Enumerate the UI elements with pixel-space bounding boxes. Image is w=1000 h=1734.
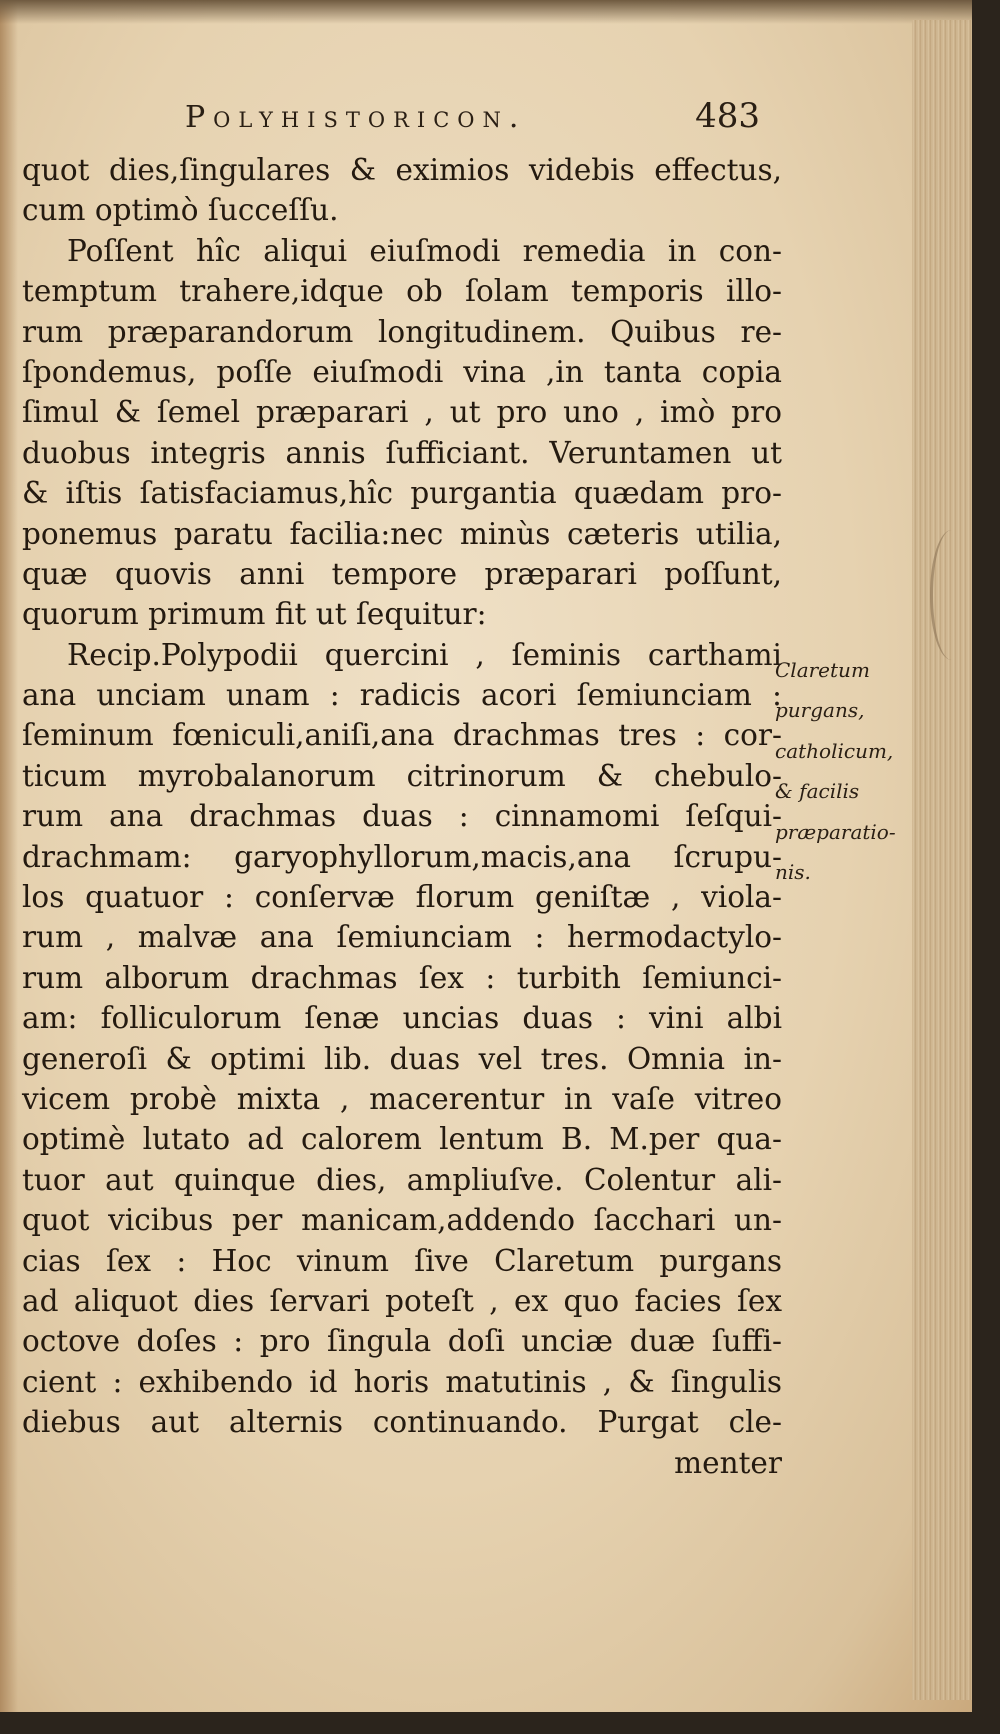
text-line: & iſtis ſatisfaciamus,hîc purgantia quædam pro- (22, 476, 782, 511)
text-line: los quatuor : conſervæ florum geniſtæ , viola- (22, 880, 782, 915)
text-line: tuor aut quinque dies, ampliuſve. Colentur ali- (22, 1162, 782, 1197)
text-line: cient : exhibendo id horis matutinis , & ſingulis (22, 1364, 782, 1399)
text-line: ad aliquot dies ſervari poteſt , ex quo facies ſex (22, 1283, 782, 1318)
text-line: ticum myrobalanorum citrinorum & chebulo- (22, 758, 782, 793)
margin-note-line: & facilis (775, 779, 860, 804)
text-line: cum optimò ſucceſſu. (22, 193, 339, 228)
text-line: Poſſent hîc aliqui eiuſmodi remedia in con- (67, 233, 782, 268)
text-line: quot dies,ſingulares & eximios videbis effectus, (22, 153, 782, 187)
text-line: rum ana drachmas duas : cinnamomi ſeſqui- (22, 799, 782, 834)
text-line: diebus aut alternis continuando. Purgat cle- (22, 1405, 782, 1440)
page-header (185, 96, 760, 150)
margin-note-line: nis. (775, 859, 811, 884)
text-line: cias ſex : Hoc vinum ſive Claretum purgans (22, 1243, 782, 1278)
text-line: octove doſes : pro ſingula doſi unciæ duæ ſuffi- (22, 1324, 782, 1359)
catchword: menter (674, 1445, 782, 1480)
text-line: ſeminum fœniculi,aniſi,ana drachmas tres : cor- (22, 718, 782, 753)
page-edge-curl (930, 530, 972, 660)
text-line: quorum primum fit ut ſequitur: (22, 597, 487, 632)
text-line: vicem probè mixta , macerentur in vaſe vitreo (22, 1081, 782, 1116)
body-text (22, 150, 782, 1483)
text-line: rum alborum drachmas ſex : turbith ſemiunci- (22, 960, 782, 995)
margin-note-line: catholicum, (775, 738, 894, 763)
margin-note (775, 650, 940, 892)
text-line: rum , malvæ ana ſemiunciam : hermodactylo- (22, 920, 782, 955)
text-line: ana unciam unam : radicis acori ſemiunciam : (22, 678, 782, 713)
text-line: duobus integris annis ſufficiant. Veruntamen ut (22, 435, 782, 470)
page-top-shadow (0, 0, 972, 24)
text-line: ſpondemus, poſſe eiuſmodi vina ,in tanta copia (22, 354, 782, 389)
text-line: rum præparandorum longitudinem. Quibus re- (22, 314, 782, 349)
text-line: Recip.Polypodii quercini , ſeminis carthami (67, 637, 782, 672)
text-line: ſimul & ſemel præparari , ut pro uno , imò pro (22, 395, 782, 430)
text-line: quæ quovis anni tempore præparari poſſunt, (22, 556, 782, 591)
margin-note-line: præparatio- (775, 819, 896, 844)
text-line: drachmam: garyophyllorum,macis,ana ſcrupu- (22, 839, 782, 874)
text-line: quot vicibus per manicam,addendo ſacchari un- (22, 1203, 782, 1238)
running-title: Polyhistoricon. (185, 100, 527, 135)
text-line: optimè lutato ad calorem lentum B. M.per qua- (22, 1122, 782, 1157)
text-line: am: folliculorum ſenæ uncias duas : vini albi (22, 1001, 782, 1036)
scan-bottom-band (0, 1712, 1000, 1734)
page-number: 483 (695, 96, 760, 136)
text-line: generoſi & optimi lib. duas vel tres. Omnia in- (22, 1041, 782, 1076)
margin-note-line: Claretum (775, 658, 870, 682)
margin-note-line: purgans, (775, 698, 865, 723)
text-line: ponemus paratu facilia:nec minùs cæteris utilia, (22, 516, 782, 551)
text-line: temptum trahere,idque ob ſolam temporis illo- (22, 274, 782, 309)
